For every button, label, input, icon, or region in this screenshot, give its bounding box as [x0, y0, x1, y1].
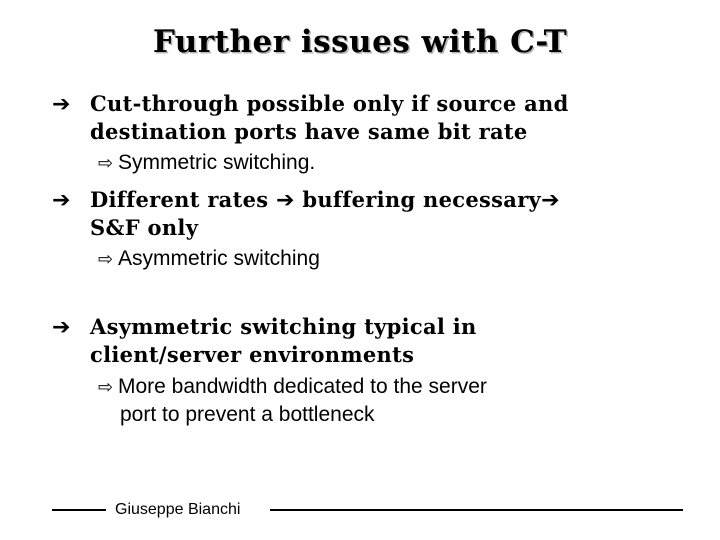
slide-title: Further issues with C-T	[152, 24, 568, 60]
bullet-text-line1: Asymmetric switching typical in	[90, 314, 477, 339]
bold-right-arrow-icon: ➔	[52, 188, 71, 213]
sub-bullet-bandwidth	[98, 373, 487, 428]
sub-bullet-text-line1: More bandwidth dedicated to the server	[118, 375, 487, 398]
bold-right-arrow-icon: ➔	[276, 188, 295, 213]
sub-bullet-asymmetric	[98, 245, 320, 273]
bullet-cut-through	[52, 90, 569, 145]
footer-author: Giuseppe Bianchi	[115, 501, 241, 518]
outlined-right-arrow-icon: ⇨	[98, 249, 114, 270]
bold-right-arrow-icon: ➔	[52, 92, 71, 117]
footer-rule-right	[270, 509, 683, 511]
outlined-right-arrow-icon: ⇨	[98, 377, 114, 398]
bullet-text-line2: client/server environments	[90, 342, 415, 367]
outlined-right-arrow-icon: ⇨	[98, 153, 114, 174]
sub-bullet-symmetric	[98, 149, 315, 177]
bullet-asymmetric-typical	[52, 313, 477, 368]
bullet-different-rates	[52, 186, 560, 241]
bullet-text-line1: Cut-through possible only if source and	[90, 91, 569, 116]
bullet-text-line2: destination ports have same bit rate	[90, 119, 528, 144]
sub-bullet-text: Asymmetric switching	[118, 247, 320, 270]
bold-right-arrow-icon: ➔	[541, 188, 560, 213]
bullet-text-part2: buffering necessary	[302, 187, 542, 212]
bullet-text-line2: S&F only	[90, 215, 199, 240]
sub-bullet-text: Symmetric switching.	[118, 151, 316, 174]
sub-bullet-text-line2: port to prevent a bottleneck	[120, 403, 375, 426]
bullet-text-part1: Different rates	[90, 187, 269, 212]
bold-right-arrow-icon: ➔	[52, 315, 71, 340]
footer-rule-left	[52, 509, 106, 511]
